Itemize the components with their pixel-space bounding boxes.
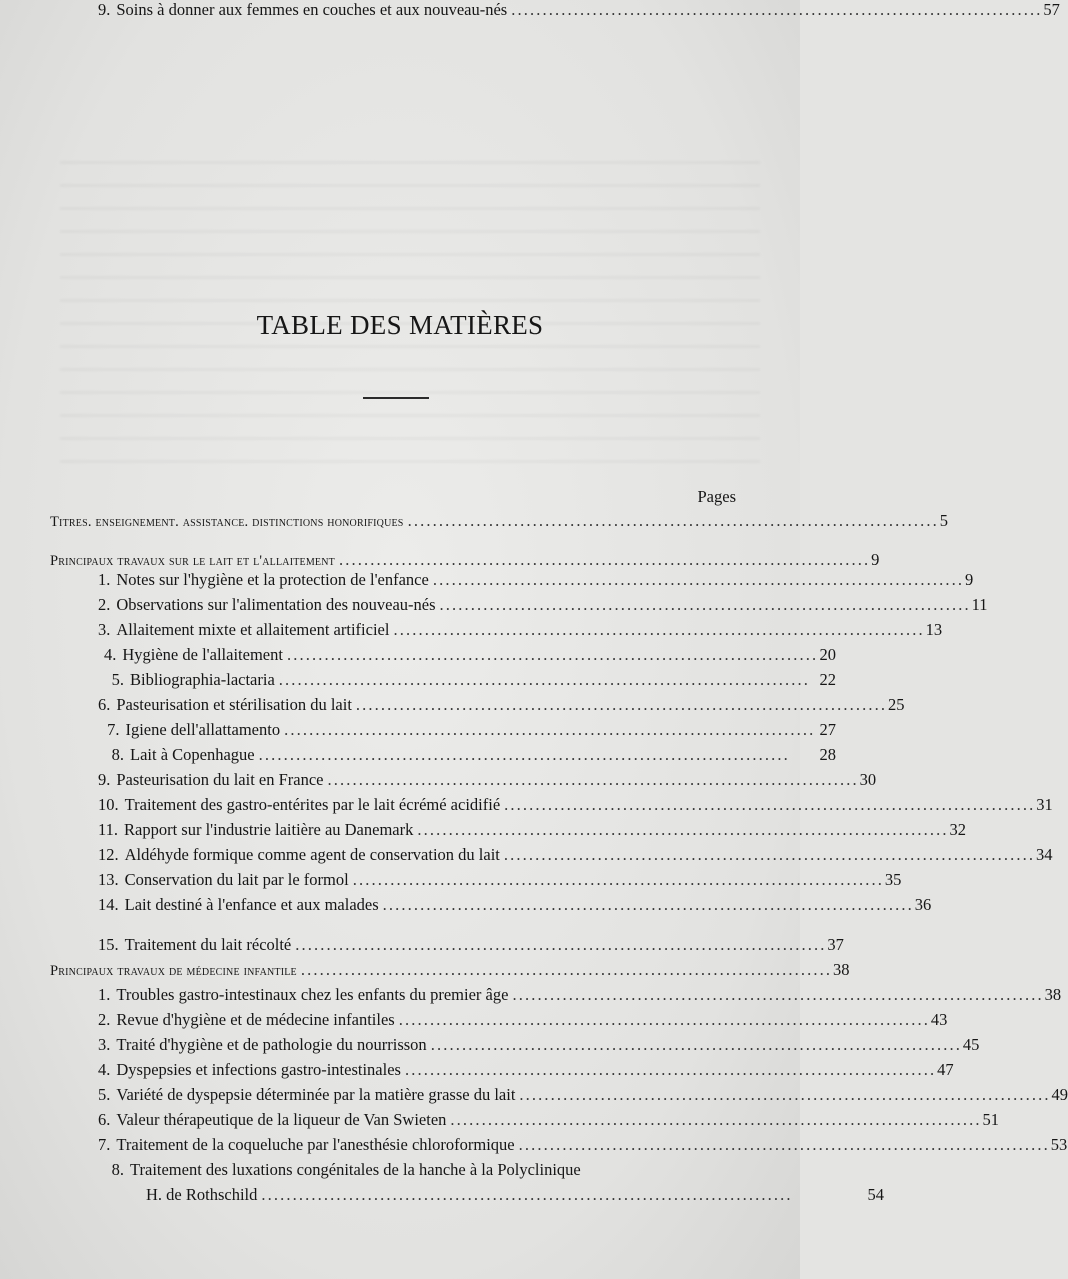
page-number: 36: [914, 895, 932, 914]
page-number: 11: [971, 595, 988, 614]
entry-title: Traitement des luxations congénitales de la hanche à la Polyclinique: [130, 1160, 581, 1179]
entry-title: Lait destiné à l'enfance et aux malades: [124, 895, 379, 914]
entry-title: Variété de dyspepsie déterminée par la matière grasse du lait: [116, 1085, 516, 1104]
toc-entry-row: [0, 870, 902, 894]
entry-number: 3.: [98, 1035, 111, 1054]
entry-title: Observations sur l'alimentation des nouveau-nés: [116, 595, 436, 614]
page-number: 34: [1036, 845, 1053, 864]
page-number: 5: [939, 511, 948, 530]
dot-leader: [440, 595, 968, 615]
section-title: Principaux travaux sur le lait et l'allaitement: [50, 553, 335, 569]
entry-number: 1.: [98, 985, 111, 1004]
toc-entry-row: [0, 795, 1053, 819]
toc-entry-row: [0, 845, 1053, 869]
page-number: 43: [930, 1010, 948, 1029]
page-number: 25: [888, 695, 905, 714]
dot-leader: [287, 645, 815, 665]
entry-title: Troubles gastro-intestinaux chez les enfants du premier âge: [116, 985, 509, 1004]
page-number: 51: [982, 1110, 1000, 1129]
page-number: 38: [833, 960, 850, 979]
section-title: Titres. enseignement. assistance. distinctions honorifiques: [50, 514, 404, 530]
page-number: 13: [925, 620, 943, 639]
dot-leader: [353, 870, 881, 890]
entry-title: Aldéhyde formique comme agent de conservation du lait: [124, 845, 500, 864]
dot-leader: [301, 960, 829, 980]
entry-title: Pasteurisation du lait en France: [116, 770, 324, 789]
page-number: 47: [937, 1060, 954, 1079]
entry-number: 10.: [98, 795, 119, 814]
entry-title: Lait à Copenhague: [130, 745, 255, 764]
toc-entry-row: [0, 720, 898, 744]
dot-leader: [405, 1060, 933, 1080]
entry-number: 9.: [98, 770, 111, 789]
entry-number: 13.: [98, 870, 119, 889]
entry-number: 6.: [98, 695, 111, 714]
dot-leader: [504, 845, 1032, 865]
dot-leader: [284, 720, 812, 740]
entry-title: Traitement du lait récolté: [124, 935, 292, 954]
entry-title: Notes sur l'hygiène et la protection de l'enfance: [116, 570, 429, 589]
dot-leader: [519, 1085, 1047, 1105]
entry-number: 7.: [107, 720, 120, 739]
entry-title: Hygiène de l'allaitement: [122, 645, 283, 664]
entry-title: Rapport sur l'industrie laitière au Danemark: [124, 820, 414, 839]
entry-title: Traité d'hygiène et de pathologie du nourrisson: [116, 1035, 427, 1054]
dot-leader: [383, 895, 911, 915]
dot-leader: [431, 1035, 959, 1055]
dot-leader: [417, 820, 945, 840]
entry-title: Revue d'hygiène et de médecine infantiles: [116, 1010, 395, 1029]
dot-leader: [259, 745, 808, 765]
entry-number: 12.: [98, 845, 119, 864]
dot-leader: [393, 620, 921, 640]
page-number: 38: [1044, 985, 1062, 1004]
entry-number: 2.: [98, 1010, 111, 1029]
toc-entry-row: [0, 595, 988, 619]
page-number: 35: [884, 870, 902, 889]
dot-leader: [433, 570, 961, 590]
entry-number: 5.: [111, 670, 124, 689]
page-number: 53: [1050, 1135, 1068, 1154]
dot-leader: [339, 550, 867, 570]
pages-column-label: Pages: [697, 487, 736, 506]
entry-title-continued: H. de Rothschild: [146, 1185, 258, 1204]
dot-leader: [450, 1110, 978, 1130]
page-number: 22: [819, 670, 836, 689]
dot-leader: [279, 670, 808, 690]
entry-number: 14.: [98, 895, 119, 914]
page-number: 20: [819, 645, 836, 664]
page-number: 54: [867, 1185, 884, 1204]
toc-entry-row: [0, 620, 943, 644]
entry-title: Soins à donner aux femmes en couches et aux nouveau-nés: [116, 0, 508, 19]
toc-entry-row: [0, 1085, 1068, 1109]
toc-entry-row: [0, 645, 898, 669]
entry-number: 8.: [111, 1160, 124, 1179]
entry-title: Conservation du lait par le formol: [124, 870, 349, 889]
page-number: 9: [871, 550, 880, 569]
toc-entry-row: [0, 1135, 1068, 1159]
dot-leader: [356, 695, 884, 715]
toc-section-row: [0, 511, 948, 535]
page-number: 28: [819, 745, 836, 764]
page-title: TABLE DES MATIÈRES: [256, 310, 544, 340]
dot-leader: [519, 1135, 1047, 1155]
toc-entry-continuation: [0, 1185, 946, 1209]
dot-leader: [261, 1185, 856, 1205]
toc-entry-row: [0, 670, 898, 694]
toc-entry-row: [0, 895, 932, 919]
entry-title: Traitement de la coqueluche par l'anesthésie chloroformique: [116, 1135, 515, 1154]
entry-number: 2.: [98, 595, 111, 614]
toc-entry-row: [0, 1110, 1000, 1134]
entry-number: 7.: [98, 1135, 111, 1154]
toc-entry-row: [0, 1035, 980, 1059]
entry-number: 4.: [98, 1060, 111, 1079]
toc-entry-row: [0, 1010, 948, 1034]
entry-number: 3.: [98, 620, 111, 639]
entry-title: Valeur thérapeutique de la liqueur de Van Swieten: [116, 1110, 447, 1129]
page-number: 32: [949, 820, 966, 839]
toc-entry-row: [0, 0, 1060, 24]
dot-leader: [399, 1010, 927, 1030]
entry-number: 9.: [98, 0, 111, 19]
entry-number: 1.: [98, 570, 111, 589]
section-title: Principaux travaux de médecine infantile: [50, 963, 297, 979]
page-number: 49: [1051, 1085, 1068, 1104]
dot-leader: [512, 985, 1040, 1005]
entry-number: 5.: [98, 1085, 111, 1104]
toc-entry-row: [0, 745, 898, 769]
entry-number: 4.: [103, 645, 117, 664]
page-number: 27: [819, 720, 836, 739]
dot-leader: [511, 0, 1039, 20]
entry-title: Dyspepsies et infections gastro-intestinales: [116, 1060, 401, 1079]
toc-entry-row: [0, 935, 898, 959]
toc-entry-row: [0, 770, 898, 794]
entry-number: 6.: [98, 1110, 111, 1129]
entry-number: 11.: [98, 820, 119, 839]
entry-title: Allaitement mixte et allaitement artificiel: [116, 620, 390, 639]
toc-entry-row: [0, 1060, 954, 1084]
dot-leader: [295, 935, 823, 955]
page-number: 9: [964, 570, 974, 589]
toc-entry-row: [0, 1160, 898, 1184]
entry-title: Traitement des gastro-entérites par le lait écrémé acidifié: [124, 795, 501, 814]
dot-leader: [408, 511, 936, 531]
page-number: 31: [1036, 795, 1053, 814]
page-number: 45: [962, 1035, 980, 1054]
toc-entry-row: [0, 695, 905, 719]
toc-entry-row: [0, 820, 966, 844]
entry-number: 15.: [98, 935, 119, 954]
entry-title: Bibliographia-lactaria: [130, 670, 275, 689]
toc-entry-row: [0, 985, 1062, 1009]
page-number: 57: [1043, 0, 1060, 19]
toc-section-row: [0, 960, 850, 984]
title-rule: [363, 397, 429, 399]
entry-title: Igiene dell'allattamento: [125, 720, 281, 739]
toc-entry-row: [0, 570, 974, 594]
entry-title: Pasteurisation et stérilisation du lait: [116, 695, 352, 714]
dot-leader: [328, 770, 856, 790]
page-number: 30: [859, 770, 877, 789]
page-number: 37: [827, 935, 844, 954]
dot-leader: [504, 795, 1032, 815]
entry-number: 8.: [111, 745, 124, 764]
